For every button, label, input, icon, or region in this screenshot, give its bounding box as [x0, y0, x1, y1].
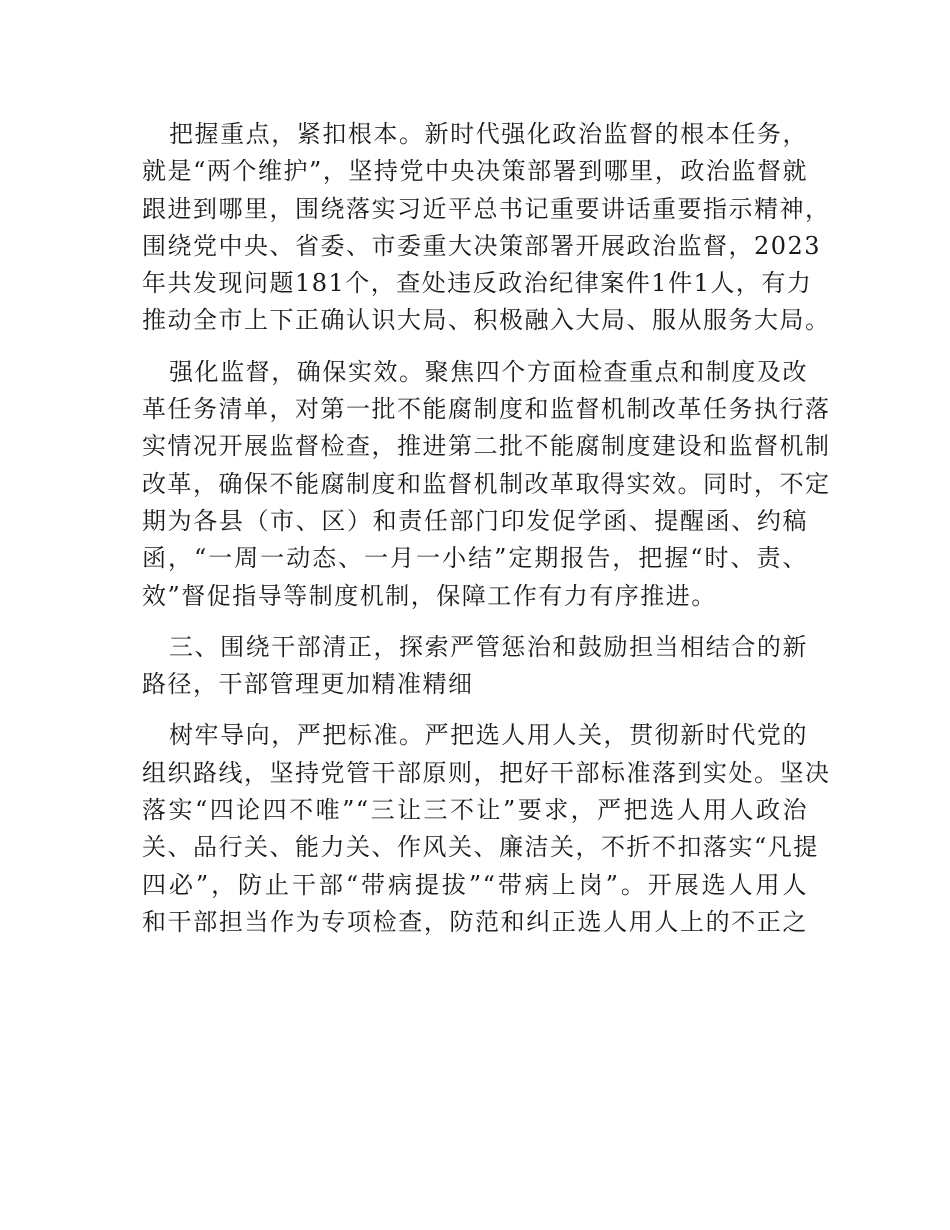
text-line: 就是“两个维护”，坚持党中央决策部署到哪里，政治监督就: [142, 157, 808, 186]
text-line: 革任务清单，对第一批不能腐制度和监督机制改革任务执行落: [142, 395, 831, 424]
section-heading-three: [142, 629, 808, 704]
text-line: 路径，干部管理更加精准精细: [142, 670, 474, 699]
text-line: 年共发现问题181个，查处违反政治纪律案件1件1人，有力: [142, 269, 813, 298]
text-line: 实情况开展监督检查，推进第二批不能腐制度建设和监督机制: [142, 432, 831, 461]
document-body: [142, 116, 831, 955]
text-line: 跟进到哪里，围绕落实习近平总书记重要讲话重要指示精神，: [142, 194, 831, 223]
text-line: 函，“一周一动态、一月一小结”定期报告，把握“时、责、: [142, 544, 808, 573]
text-line: 改革，确保不能腐制度和监督机制改革取得实效。同时，不定: [142, 469, 831, 498]
text-line: 四必”，防止干部“带病提拔”“带病上岗”。开展选人用人: [142, 870, 808, 899]
paragraph-cadre-standards: [142, 717, 831, 941]
text-line: 把握重点，紧扣根本。新时代强化政治监督的根本任务，: [169, 120, 808, 148]
text-line: 强化监督，确保实效。聚焦四个方面检查重点和制度及改: [169, 357, 808, 386]
text-line: 树牢导向，严把标准。严把选人用人关，贯彻新时代党的: [169, 721, 808, 750]
text-line: 组织路线，坚持党管干部原则，把好干部标准落到实处。坚决: [142, 758, 831, 787]
text-line: 三、围绕干部清正，探索严管惩治和鼓励担当相结合的新: [169, 632, 808, 661]
paragraph-strengthen-supervision: [142, 354, 831, 615]
text-line: 期为各县（市、区）和责任部门印发促学函、提醒函、约稿: [142, 506, 808, 535]
text-line: 围绕党中央、省委、市委重大决策部署开展政治监督，2023: [142, 231, 822, 260]
text-line: 和干部担当作为专项检查，防范和纠正选人用人上的不正之: [142, 907, 808, 936]
text-line: 推动全市上下正确认识大局、积极融入大局、服从服务大局。: [142, 306, 831, 335]
text-line: 落实“四论四不唯”“三让三不让”要求，严把选人用人政治: [142, 796, 808, 825]
paragraph-political-supervision: [142, 116, 831, 340]
text-line: 关、品行关、能力关、作风关、廉洁关，不折不扣落实“凡提: [142, 833, 819, 862]
text-line: 效”督促指导等制度机制，保障工作有力有序推进。: [142, 581, 717, 610]
